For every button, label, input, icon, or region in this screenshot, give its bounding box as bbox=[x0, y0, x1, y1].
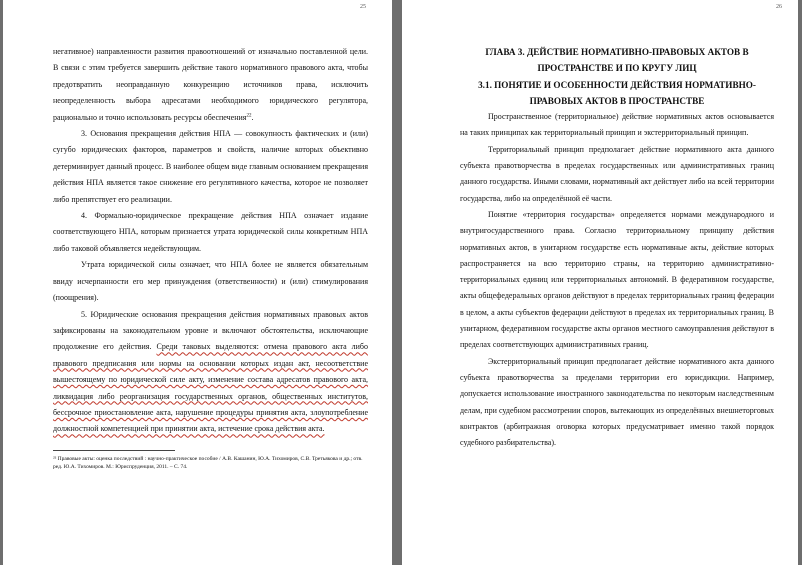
footnote: ²² Правовые акты: оценка последствий : научно-практическое пособие / А.В. Кашанин, Ю.А. Тихомиров, С.В. Третьякова и др.; отв. ред. Ю.А. Тихомиров. М.: Юриспруденция, 2011. – С. 74. bbox=[53, 455, 363, 470]
paragraph-text: 5. Юридические основания прекращения действия нормативных правовых актов зафиксированы на законодательном уровне и включают обстоятельства, исключающие продолжение его действия. bbox=[53, 309, 368, 352]
chapter-title: ГЛАВА 3. ДЕЙСТВИЕ НОРМАТИВНО-ПРАВОВЫХ АКТОВ В ПРОСТРАНСТВЕ И ПО КРУГУ ЛИЦ bbox=[485, 47, 749, 74]
paragraph: Утрата юридической силы означает, что НПА более не является обязательным ввиду исчерпанности его мер принуждения (ответственности) и (или) стимулирования (поощрения). bbox=[53, 260, 368, 303]
paragraph: 3. Основания прекращения действия НПА — совокупность фактических и (или) сугубо юридических факторов, параметров и свойств, наличие которых объективно детерминирует данный процесс. В наиболее общем виде главным основанием прекращения действия НПА является такое снижение его регулятивного качества, которое не позволяет либо препятствует его реализации. bbox=[53, 129, 368, 204]
paragraph: Пространственное (территориальное) действие нормативных актов основывается на таких принципах как территориальный принцип и экстерриториальный принцип. bbox=[460, 112, 774, 138]
footnote-reference: 22 bbox=[246, 112, 252, 118]
paragraph: Экстерриториальный принцип предполагает действие нормативного акта данного субъекта правотворчества за пределами территории его юрисдикции. Например, допускается использование иностранного законодательства по некоторым наследственным делам, при судебном рассмотрении споров, вытекающих из определённых внешнеторговых контрактов (арбитражная оговорка которых предусматривает именно такой порядок судебного разбирательства). bbox=[460, 356, 774, 448]
paragraph bbox=[53, 307, 368, 438]
paragraph: Территориальный принцип предполагает действие нормативного акта данного субъекта правотворчества в пределах государственных или административных границ данного государства. Иными словами, нормативный акт действует либо на всей территории государства, либо на определённой её части. bbox=[460, 144, 774, 203]
paragraph: негативное) направленности развития правоотношений от изначально поставленной цели. В связи с этим требуется завершить действие такого нормативного правового акта, чтобы предотвратить неоправданную конкуренцию источников права, исключить неопределенность выбора адресатами необходимого юридического регулятора, рационально и точно использовать ресурсы обеспечения$^{22}$. bbox=[53, 47, 368, 122]
paragraph: 4. Формально-юридическое прекращение действия НПА означает издание соответствующего НПА, которым признается утрата юридической силы конкретным НПА либо таковой объявляется недействующим. bbox=[53, 211, 368, 253]
paragraph: Понятие «территория государства» определяется нормами международного и внутригосударственного права. Согласно территориальному принципу действия нормативных актов, в унитарном государстве есть нормативные акты, действие которых распространяется на всю территорию страны, на территорию административно-территориальных единиц или территориальных автономий. В федеративном государстве, акты общефедеральных органов действуют в пределах территориальных границ федерации в целом, а акты субъектов федерации действуют в пределах их территориальных границ. В унитарном, федеративном государстве акты органов местного самоуправления действуют в пределах соответствующих административных границ. bbox=[460, 209, 774, 350]
footnote-separator bbox=[53, 450, 175, 451]
paragraph-text: негативное) направленности развития правоотношений от изначально поставленной цели. В связи с этим требуется завершить действие такого нормативного правового акта, чтобы предотвратить неоправданную конкуренцию источников права, исключить неопределенность выбора адресатами необходимого юридического регулятора, рационально и точно использовать ресурсы обеспечения bbox=[53, 47, 368, 122]
page-number: 26 bbox=[776, 4, 782, 10]
document-page-left bbox=[3, 0, 392, 565]
page-number: 25 bbox=[360, 4, 366, 10]
spellcheck-marked-text: Среди таковых выделяются: отмена правового акта либо правового предписания или нормы на основании которых издан акт, несоответствие вышестоящему по юридической силе акту, изменение состава адресатов правового акта, ликвидация либо реорганизация государственных органов, общественных институтов, бессрочное приостановление акта, нарушение процедуры принятия акта, злоупотребление должностной компетенцией при принятии акта, истечение срока действия акта. bbox=[53, 342, 368, 434]
section-title: 3.1. ПОНЯТИЕ И ОСОБЕННОСТИ ДЕЙСТВИЯ НОРМАТИВНО-ПРАВОВЫХ АКТОВ В ПРОСТРАНСТВЕ bbox=[478, 79, 756, 106]
document-page-right bbox=[402, 0, 798, 565]
